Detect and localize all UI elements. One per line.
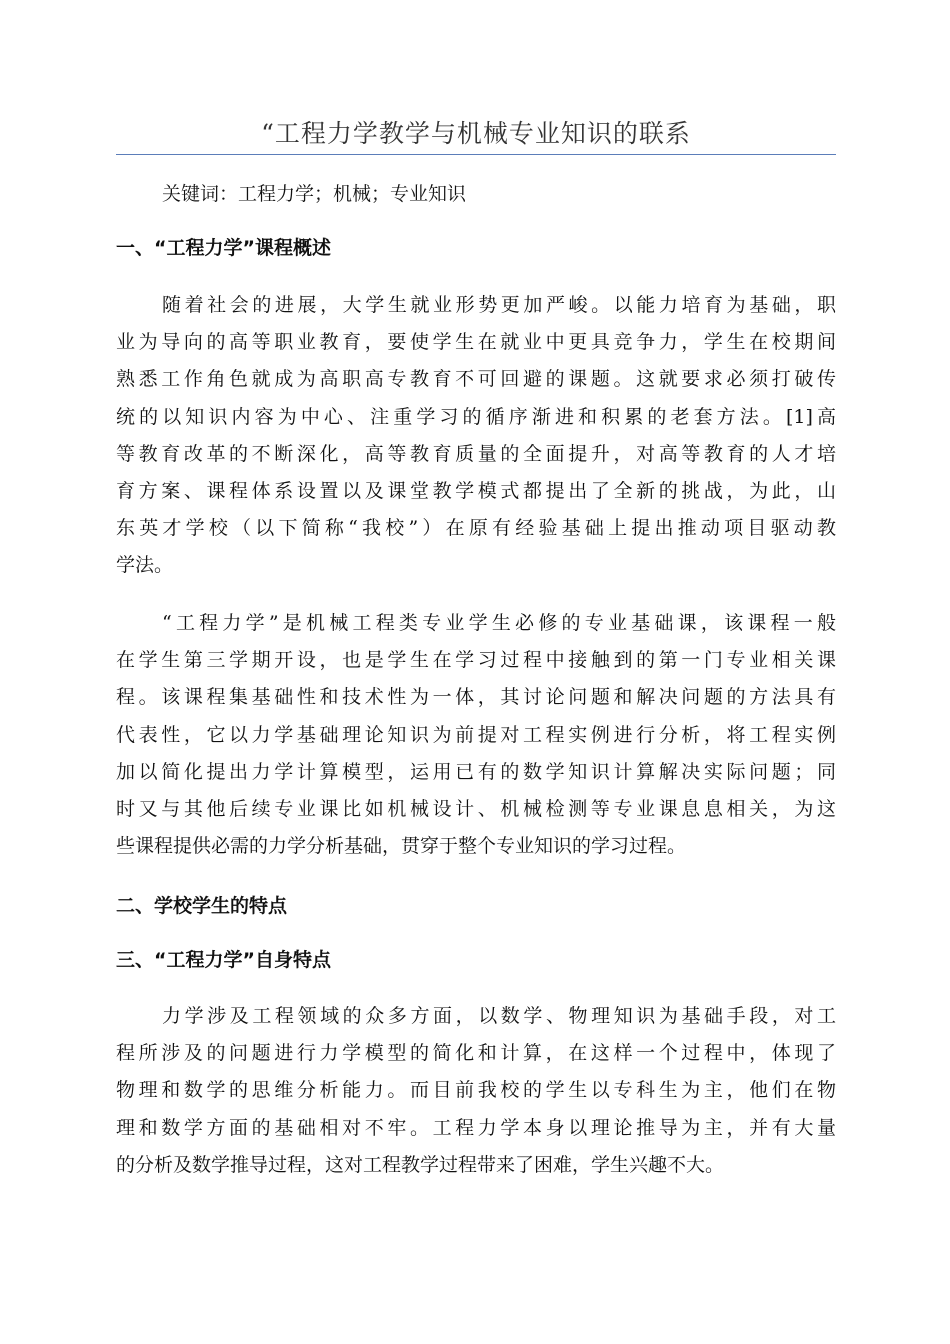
paragraph-line: 等教育改革的不断深化，高等教育质量的全面提升，对高等教育的人才培 xyxy=(116,442,836,465)
paragraph-line: 东英才学校（以下简称“我校”）在原有经验基础上提出推动项目驱动教 xyxy=(116,517,836,540)
section-heading-3: 三、“工程力学”自身特点 xyxy=(116,949,331,971)
section-heading-1: 一、“工程力学”课程概述 xyxy=(116,237,331,259)
paragraph-line: 育方案、课程体系设置以及课堂教学模式都提出了全新的挑战，为此，山 xyxy=(116,479,836,502)
keywords-line: 关键词：工程力学；机械；专业知识 xyxy=(162,183,467,205)
paragraph-3 xyxy=(116,998,836,1184)
paragraph-line: 程。该课程集基础性和技术性为一体，其讨论问题和解决问题的方法具有 xyxy=(116,686,836,709)
paragraph-line: 的分析及数学推导过程，这对工程教学过程带来了困难，学生兴趣不大。 xyxy=(116,1153,725,1176)
paragraph-line: 加以简化提出力学计算模型，运用已有的数学知识计算解决实际问题；同 xyxy=(116,760,836,783)
paragraph-line: 随着社会的进展，大学生就业形势更加严峻。以能力培育为基础，职 xyxy=(162,294,836,316)
paragraph-line: 业为导向的高等职业教育，要使学生在就业中更具竞争力，学生在校期间 xyxy=(116,331,836,354)
title-underline xyxy=(116,154,836,155)
paragraph-line: 力学涉及工程领域的众多方面，以数学、物理知识为基础手段，对工 xyxy=(162,1005,836,1027)
paragraph-line: 程所涉及的问题进行力学模型的简化和计算，在这样一个过程中，体现了 xyxy=(116,1042,836,1065)
document-title: “工程力学教学与机械专业知识的联系 xyxy=(261,119,691,148)
paragraph-line: 代表性，它以力学基础理论知识为前提对工程实例进行分析，将工程实例 xyxy=(116,723,836,746)
paragraph-line: 统的以知识内容为中心、注重学习的循序渐进和积累的老套方法。[1]高 xyxy=(116,405,836,428)
paragraph-line: “工程力学”是机械工程类专业学生必修的专业基础课，该课程一般 xyxy=(162,612,836,634)
paragraph-line: 些课程提供必需的力学分析基础，贯穿于整个专业知识的学习过程。 xyxy=(116,835,687,858)
paragraph-line: 在学生第三学期开设，也是学生在学习过程中接触到的第一门专业相关课 xyxy=(116,649,836,672)
paragraph-line: 物理和数学的思维分析能力。而目前我校的学生以专科生为主，他们在物 xyxy=(116,1079,836,1102)
paragraph-1 xyxy=(116,287,836,585)
paragraph-line: 学法。 xyxy=(116,554,174,577)
paragraph-line: 理和数学方面的基础相对不牢。工程力学本身以理论推导为主，并有大量 xyxy=(116,1116,836,1139)
paragraph-2 xyxy=(116,605,836,865)
paragraph-line: 熟悉工作角色就成为高职高专教育不可回避的课题。这就要求必须打破传 xyxy=(116,368,836,391)
section-heading-2: 二、学校学生的特点 xyxy=(116,895,288,917)
paragraph-line: 时又与其他后续专业课比如机械设计、机械检测等专业课息息相关，为这 xyxy=(116,797,836,820)
